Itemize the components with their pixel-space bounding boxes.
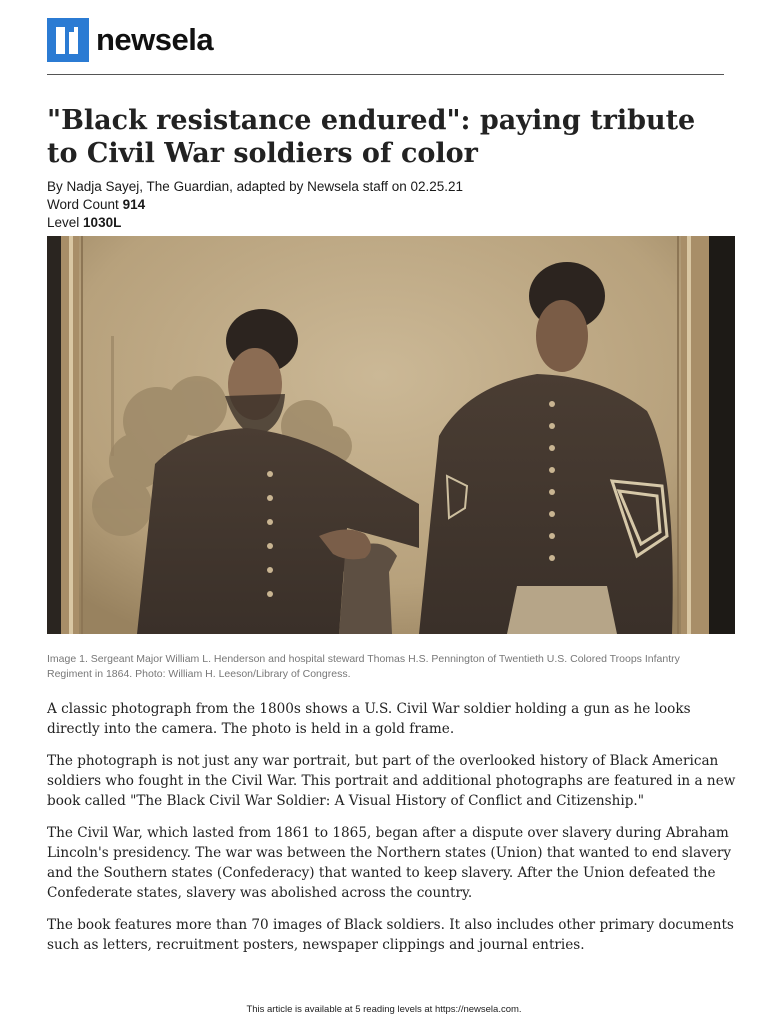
image-caption: Image 1. Sergeant Major William L. Henderson and hospital steward Thomas H.S. Pennington of Twentieth U.S. Colored Troops Infantry Regiment in 1864. Photo: William H. Leeson/Library of Congress.	[47, 653, 680, 680]
article-body	[47, 699, 737, 967]
article-title: "Black resistance endured": paying tribute to Civil War soldiers of color	[47, 105, 696, 169]
byline: By Nadja Sayej, The Guardian, adapted by Newsela staff on 02.25.21	[47, 179, 464, 194]
word-count-label: Word Count	[47, 197, 119, 212]
article-paragraph: The Civil War, which lasted from 1861 to 1865, began after a dispute over slavery during Abraham Lincoln's presidency. The war was between the Northern states (Union) that wanted to end slavery and the Southern states (Confederacy) that wanted to keep slavery. After the Union defeated the Confederate states, slavery was abolished across the country.	[47, 825, 732, 901]
article-meta	[47, 178, 463, 232]
word-count	[47, 196, 463, 214]
article-paragraph: The photograph is not just any war portrait, but part of the overlooked history of Black American soldiers who fought in the Civil War. This portrait and additional photographs are featured in a new book called "The Black Civil War Soldier: A Visual History of Conflict and Citizenship."	[47, 753, 736, 809]
page-footer: This article is available at 5 reading levels at https://newsela.com.	[246, 1004, 522, 1015]
article-photo	[47, 236, 735, 634]
level-value: 1030L	[83, 215, 122, 230]
word-count-value: 914	[122, 197, 146, 212]
header-divider	[47, 74, 724, 75]
reading-level	[47, 214, 463, 232]
newsela-wordmark[interactable]: newsela	[96, 22, 214, 57]
article-paragraph: A classic photograph from the 1800s shows a U.S. Civil War soldier holding a gun as he looks directly into the camera. The photo is held in a gold frame.	[47, 701, 691, 737]
site-header	[47, 18, 213, 62]
article-paragraph: The book features more than 70 images of Black soldiers. It also includes other primary documents such as letters, recruitment posters, newspaper clippings and journal entries.	[47, 917, 734, 953]
newsela-logo-icon[interactable]	[47, 18, 89, 62]
level-label: Level	[47, 215, 80, 230]
